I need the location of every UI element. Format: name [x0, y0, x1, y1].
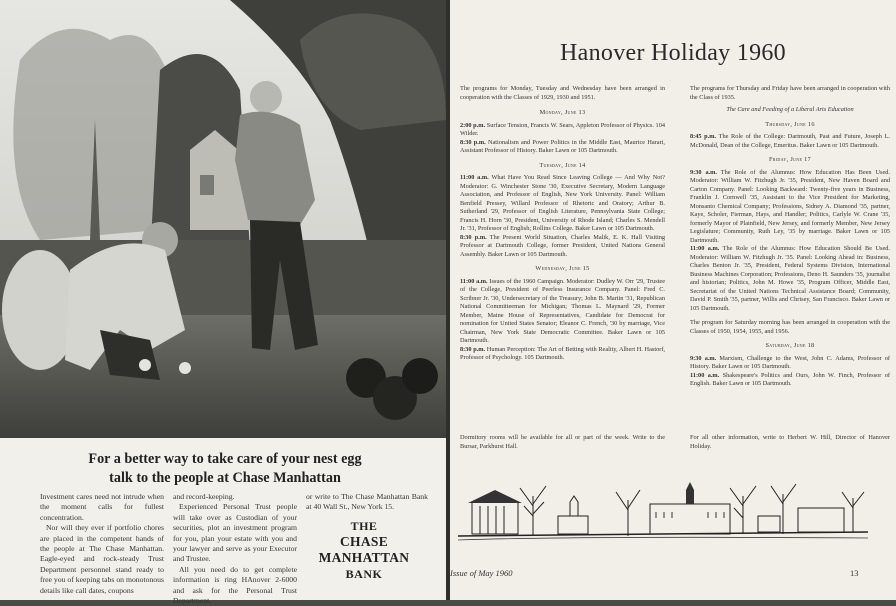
program-intro: The programs for Monday, Tuesday and Wednesday have been arranged in cooperation with the Classes of 1929, 1930 and 1951.	[460, 85, 665, 101]
saturday-intro: The program for Saturday morning has been arranged in cooperation with the Classes of 1950, 1954, 1955, and 1956.	[690, 319, 890, 335]
ad-headline	[30, 450, 420, 488]
program-column-right	[690, 85, 890, 391]
program-subtitle: The Care and Feeding of a Liberal Arts Education	[726, 106, 854, 113]
advertisement-page	[0, 0, 446, 606]
day-heading: Monday, June 13	[539, 109, 586, 116]
program-event: 8:45 p.m. The Role of the College: Dartmouth, Past and Future, Joseph L. McDonald, Dean of the College, Emeritus. Baker Lawn or 105 Dartmouth.	[690, 133, 891, 149]
program-intro: The programs for Thursday and Friday have been arranged in cooperation with the Class of 1935.	[690, 85, 890, 101]
day-heading: Wednesday, June 15	[535, 265, 590, 272]
bocce-photo	[0, 0, 446, 438]
program-event: 11:00 a.m. Issues of the 1960 Campaign. Moderator: Dudley W. Orr '29, Trustee of the College, President of Peerless Insurance Company. Panel: Fred C. Scribner Jr. '30, Undersecretary of the Treasury; John B. Martin '31, Republican National Committeeman for Michigan; Thomas L. Maynard '29, Former Member, Maine House of Representatives, Candidate for Democrat for nomination for United States Senator; Eleanor C. French, '30 by marriage, Vice Chairman, New York State Democratic Committee. Baker Lawn or 105 Dartmouth.	[460, 277, 665, 344]
page-title: Hanover Holiday 1960	[560, 40, 786, 66]
issue-date: Issue of May 1960	[450, 568, 513, 578]
event-time: 9:30 a.m.	[690, 354, 717, 362]
program-day	[460, 162, 665, 260]
program-day	[690, 342, 890, 389]
event-time: 8:45 p.m.	[690, 133, 717, 140]
day-heading: Tuesday, June 14	[539, 161, 586, 169]
ad-headline-line-1: For a better way to take care of your nest egg	[88, 451, 362, 467]
program-page	[450, 0, 896, 600]
program-event: 9:30 a.m. Marxism, Challenge to the West, John C. Adams, Professor of History. Baker Lawn or 105 Dartmouth.	[690, 354, 890, 370]
ad-paragraph: Nor will they ever if portfolio chores are placed in the competent hands of the people at The Chase Manhattan. Eagle-eyed and rock-steady Trust Department personnel stand ready to free you of keeping tabs on monotonous details like call dates, coupons	[40, 523, 164, 595]
event-time: 11:00 a.m.	[460, 277, 488, 285]
event-time: 2:00 p.m.	[460, 121, 486, 129]
event-time: 8:30 p.m.	[460, 233, 487, 241]
event-time: 8:30 p.m.	[460, 138, 486, 146]
program-day	[460, 109, 665, 156]
event-time: 11:00 a.m.	[690, 371, 720, 379]
program-event: 2:00 p.m. Surface Tension, Francis W. Sears, Appleton Professor of Physics. 104 Wilder.	[460, 121, 665, 137]
day-heading: Friday, June 17	[769, 156, 811, 163]
event-time: 9:30 a.m.	[690, 168, 717, 176]
logo-line-1: THE	[350, 519, 378, 533]
page-number: 13	[850, 568, 859, 578]
dormitory-note: Dormitory rooms will be available for all or part of the week. Write to the Bursar, Parkhurst Hall.	[460, 434, 665, 450]
ad-paragraph: and record-keeping.	[173, 492, 235, 501]
ad-paragraph: Experienced Personal Trust people will take over as Custodian of your securities, plot an investment program for you, plan your estate with you and your lawyer and serve as your Executor and Trustee.	[173, 502, 297, 564]
ad-body-column-3	[306, 492, 428, 513]
ad-body-column-2	[173, 492, 297, 606]
program-event: 8:30 p.m. Human Perception: The Art of Betting with Reality, Albert H. Hastorf, Professor of Psychology. 105 Dartmouth.	[460, 345, 666, 361]
event-time: 11:00 a.m.	[460, 174, 489, 181]
program-day	[690, 121, 890, 151]
program-event: 8:30 p.m. The Present World Situation, Charles Malik, E. K. Hall Visiting Professor at Dartmouth College, former President, United Nations General Assembly. Baker Lawn or 105 Dartmouth.	[460, 233, 665, 258]
logo-line-2: CHASE MANHATTAN	[318, 534, 410, 565]
day-heading: Thursday, June 16	[765, 120, 815, 128]
ad-paragraph: All you need do to get complete information is ring HAnover 2-6000 and ask for the Personal Trust Department,	[173, 564, 297, 606]
program-event: 8:30 p.m. Nationalism and Power Politics in the Middle East, Maurice Harari, Assistant Professor of History. Baker Lawn or 105 Dartmouth.	[460, 138, 665, 154]
program-day	[690, 156, 890, 313]
day-heading: Saturday, June 18	[765, 342, 815, 349]
information-note: For all other information, write to Herbert W. Hill, Director of Hanover Holiday.	[690, 434, 890, 450]
program-day	[460, 265, 665, 363]
event-time: 8:30 p.m.	[460, 345, 486, 353]
program-event: 11:00 a.m. The Role of the Alumnus: How Education Should Be Used. Moderator: William W. Fitzhugh Jr. '35. Panel: Looking Ahead in: Business, Charles Benton Jr. '35, President, Federal Systems Division, International Business Machines Corporation; Professions, Deno H. Saunders '35, journalist and historian; Politics, John M. Howe '35, Program Officer, Middle East, Secretariat of the United Nations Technical Assistance Board; Community, David P. Smith '35, partner, Willis and Chrisey, San Francisco. Baker Lawn or 105 Dartmouth.	[690, 245, 890, 312]
program-column-left	[460, 85, 665, 365]
chase-manhattan-logo	[308, 518, 420, 582]
campus-sketch	[458, 466, 868, 556]
program-event: 11:00 a.m. Shakespeare's Politics and Ours, John W. Finch, Professor of English. Baker Lawn or 105 Dartmouth.	[690, 371, 890, 387]
ad-headline-line-2: talk to the people at Chase Manhattan	[109, 470, 341, 486]
bocce-photo-illustration	[0, 0, 446, 438]
program-event: 11:00 a.m. What Have You Read Since Leaving College — And Why Not? Moderator: G. Winchester Stone '30, Executive Secretary, Modern Language Association, and Professor of English, New York University. Panel: William Benfield Pressey, Willard Professor of Rhetoric and Oratory; Arthur B. Sutherland '29, Professor of English Literature, Pennsylvania State College; Francis H. Horn '30, President, University of Rhode Island; Charles S. Mendell Jr. '31, Professor of English; Rollins College. Baker Lawn or 105 Dartmouth.	[460, 174, 665, 232]
ad-paragraph: Investment cares need not intrude when the moment calls for fullest concentration.	[40, 492, 164, 522]
event-time: 11:00 a.m.	[690, 245, 720, 252]
ad-body-column-1	[40, 492, 164, 596]
ad-paragraph: or write to The Chase Manhattan Bank at 40 Wall St., New York 15.	[306, 492, 428, 512]
logo-line-3: BANK	[345, 567, 383, 581]
program-event: 9:30 a.m. The Role of the Alumnus: How Education Has Been Used. Moderator: William W. Fitzhugh Jr. '35, President, New Haven Board and Carton Company. Panel: Looking Backward: Twenty-five years in Business, Franklin J. Cornwell '35, Assistant to the Vice President for Marketing, Monsanto Chemical Company; Professions, Sidney A. Diamond '35, partner, Kaye, Scholer, Fierman, Hays, and Handler; Politics, Carlyle W. Crane '35, formerly Mayor of Plainfield, New Jersey, and formerly Member, New Jersey Legislature; Community, Ruth Ley, '35 by marriage. Baker Lawn or 105 Dartmouth.	[690, 168, 890, 244]
